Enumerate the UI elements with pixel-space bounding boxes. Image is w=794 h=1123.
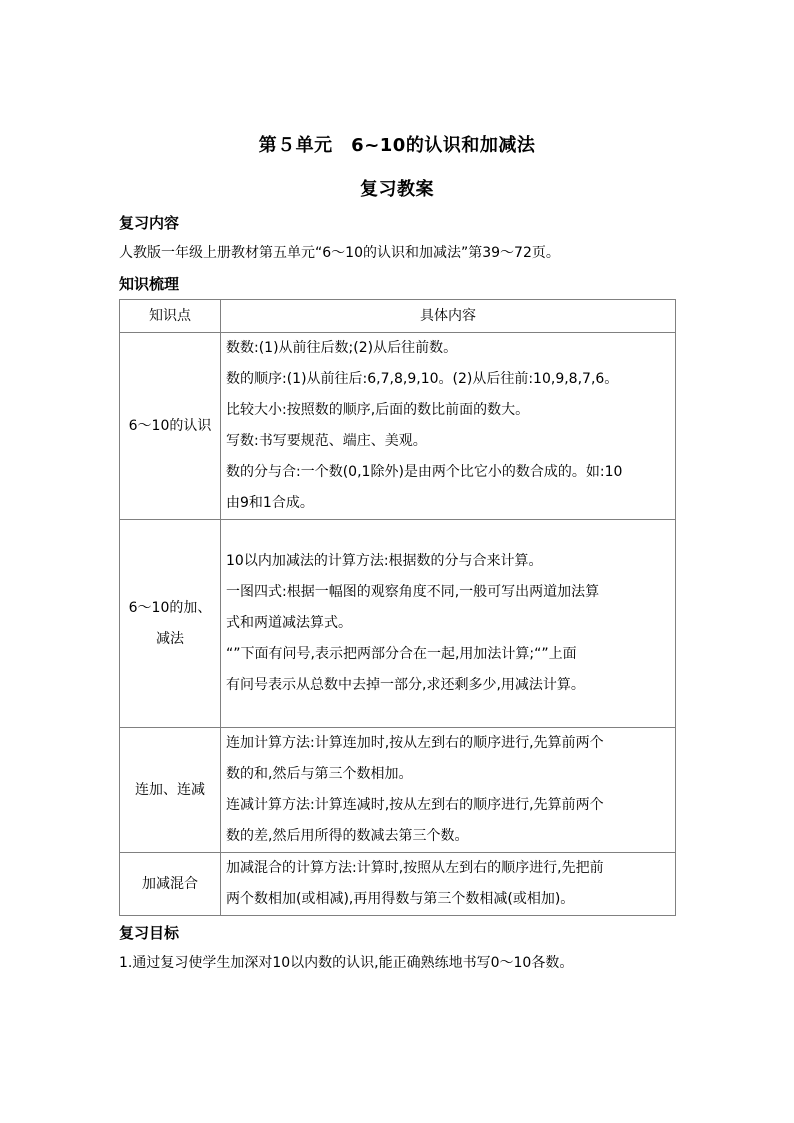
row-content [221, 728, 676, 853]
table-row [120, 853, 676, 916]
row-topic [120, 333, 221, 520]
topic-line: 减法 [156, 630, 184, 647]
content-line: 加减混合的计算方法:计算时,按照从左到右的顺序进行,先把前 [226, 860, 604, 876]
row-topic [120, 520, 221, 728]
table-row [120, 520, 676, 728]
content-line: 一图四式:根据一幅图的观察角度不同,一般可写出两道加法算 [226, 584, 600, 600]
header-content: 具体内容 [221, 300, 676, 333]
content-line: 比较大小:按照数的顺序,后面的数比前面的数大。 [226, 402, 530, 418]
doc-subtitle: 复习教案 [360, 179, 434, 200]
content-line: 写数:书写要规范、端庄、美观。 [226, 433, 427, 449]
table-header-row [120, 300, 676, 333]
content-line: 式和两道减法算式。 [226, 615, 352, 631]
topic-line: 6～10的加、 [128, 599, 212, 616]
content-line: 数数:(1)从前往后数;(2)从后往前数。 [226, 340, 458, 356]
content-line: 数的差,然后用所得的数减去第三个数。 [226, 828, 469, 844]
content-line: 10以内加减法的计算方法:根据数的分与合来计算。 [226, 553, 543, 569]
table-row [120, 728, 676, 853]
content-line: 数的顺序:(1)从前往后:6,7,8,9,10。(2)从后往前:10,9,8,7,6。 [226, 371, 619, 387]
topic-line: 连加、连减 [135, 781, 205, 798]
knowledge-table [119, 299, 676, 916]
content-line: “”下面有问号,表示把两部分合在一起,用加法计算;“”上面 [226, 646, 577, 662]
content-line: 两个数相加(或相减),再用得数与第三个数相减(或相加)。 [226, 891, 575, 907]
topic-line: 加减混合 [142, 875, 198, 892]
content-line: 由9和1合成。 [226, 495, 314, 511]
content-text: 人教版一年级上册教材第五单元“6～10的认识和加减法”第39～72页。 [119, 245, 560, 261]
header-topic: 知识点 [120, 300, 221, 333]
unit-title: 第５单元 6~10的认识和加减法 [258, 135, 536, 156]
row-topic [120, 728, 221, 853]
content-line: 数的分与合:一个数(0,1除外)是由两个比它小的数合成的。如:10 [226, 464, 623, 480]
table-row [120, 333, 676, 520]
knowledge-heading: 知识梳理 [119, 275, 180, 293]
topic-line: 6～10的认识 [128, 417, 212, 434]
goals-heading: 复习目标 [119, 924, 180, 942]
row-topic [120, 853, 221, 916]
content-line: 数的和,然后与第三个数相加。 [226, 766, 413, 782]
row-content [221, 853, 676, 916]
content-line: 连减计算方法:计算连减时,按从左到右的顺序进行,先算前两个 [226, 797, 604, 813]
row-content [221, 520, 676, 728]
content-line: 连加计算方法:计算连加时,按从左到右的顺序进行,先算前两个 [226, 735, 604, 751]
content-line: 有问号表示从总数中去掉一部分,求还剩多少,用减法计算。 [226, 677, 585, 693]
row-content [221, 333, 676, 520]
goal-item-1: 1.通过复习使学生加深对10以内数的认识,能正确熟练地书写0～10各数。 [119, 955, 574, 971]
content-heading: 复习内容 [119, 214, 180, 232]
